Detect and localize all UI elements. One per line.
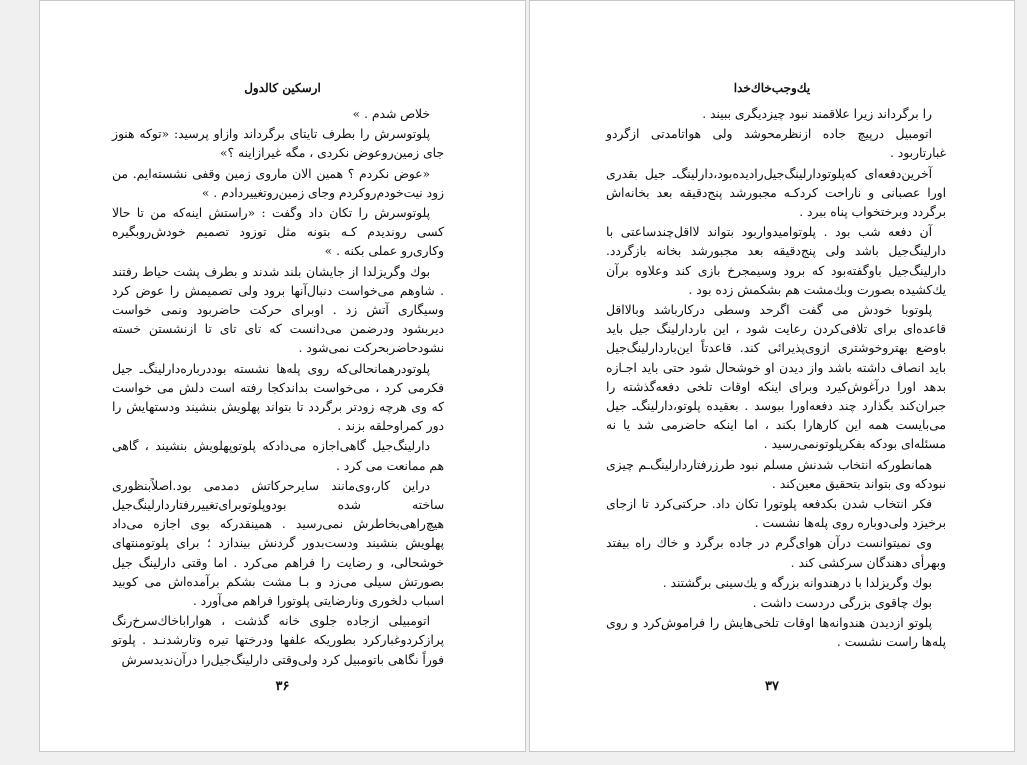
running-head: ارسكين كالدول <box>244 81 321 95</box>
paragraph: «عوض نکردم ؟ همین الان ماروی زمین وقفی نشسته‌ایم. من زود نیت‌خودم‌رو‌کردم وجای زمین‌رو‌تغییر‌دادم . » <box>112 166 444 200</box>
paragraph: آن دفعه شب بود . پلوتوامیدواربود بتواند لااقل‌چندساعتی با دارلینگ‌جیل باشد ولی پنج‌دقیقه بعد مجبورشد بخانه بازگردد. دارلینگ‌جیل باو‌گفته‌بود که برود وسیمجرخ بازی کند وعلاوه برآن یك‌کشیده بصورت وبك‌مشت هم بشکمش زده بود . <box>606 225 946 297</box>
paragraph: بوك وگریزلدا از جایشان بلند شدند و بطرف پشت حیاط رفتند . شاوهم می‌خواست دنبال‌آنها برود ولی تصمیمش را عوض کرد وسیگاری آتش زد . اوبرای حرکت حاضربود ونمی خواست دیربشود ودرضمن می‌دانست که تای تای تا ازنشستن خسته نشود‌حاضر‌بحرکت نمی‌شود . <box>112 264 444 356</box>
left-page <box>39 0 526 752</box>
paragraph: پلوتوسرش را بطرف تایتای برگرداند وازاو پرسید: «توکه هنوز جای زمین‌روعوض نکردی ، مگه غیرازاینه ؟» <box>112 127 444 161</box>
page-number: ۳۶ <box>275 679 290 694</box>
paragraph: اتومبیلی ازجاده جلوی خانه گذشت ، هواراباخاك‌سرخ‌رنگ پرازکردوغبار‌کرد بطوریکه علفها ودرختها تیره وتارشدنـد . پلوتو فوراً نگاهی باتومبیل کرد ولی‌وقتی دارلینگ‌جیل‌را درآن‌ندیدسرش <box>112 614 444 667</box>
paragraph: اتومبیل درپیچ جاده ازنظرمحوشد ولی هواتامدتی ازگردو غبارتاربود . <box>606 127 946 161</box>
paragraph: آخرین‌دفعه‌ای که‌پلوتودارلینگ‌جیل‌رادیده‌بود،دارلینگ‌ـ جیل بقدری اورا عصبانی و ناراحت کردکـه مجبورشد پنج‌دقیقه بعد بخانه‌اش برگردد وبرختخواب پناه ببرد . <box>606 166 946 220</box>
paragraph: دراین کار،وی‌مانند سایرحرکاتش دمدمی بود.اصلاًبنظوری ساخته شده بودو‌پلوتوبرای‌تغییر‌رفتار‌دارلینگ‌جیل هیچ‌راهی‌بخاطرش نمی‌رسید . همینقدرکه بوی اجازه می‌داد پهلویش بنشیند ودست‌بدور گردنش بیندازد ؛ برای پلوتومنتهای خوشحالی، و رضایت را فراهم می‌کرد . اما وقتی دارلینگ جیل بصورتش سیلی می‌زد و بـا مشت بشکم برآمده‌اش می کوبید اسباب دلخوری ونارضایتی پلوتورا فراهم می‌آورد . <box>112 478 444 609</box>
paragraph: را برگرداند زیرا علاقمند نبود چیزدیگری ببیند . <box>702 107 932 121</box>
page-number: ۳۷ <box>765 679 779 694</box>
page-body <box>112 105 444 671</box>
paragraph: پلوتو‌در‌همانحالی‌که روی پله‌ها نشسته بوددرباره‌دارلینگ‌ـ جیل فکرمی کرد ، می‌خواست بداندکجا رفته است دلش می خواست که وی هرچه زودتر برگردد تا بتواند پهلویش بنشیند ودستهایش را دور کمراوحلقه بزند . <box>112 361 444 434</box>
paragraph: فکر انتخاب شدن بکدفعه پلوتورا تکان داد. حرکتی‌کرد تا ازجای برخیزد ولی‌دوباره روی پله‌ها نشست . <box>606 497 946 531</box>
paragraph: پلوتو‌با خودش می گفت اگرحد وسطی درکارباشد وبالااقل قاعده‌ای برای تلافی‌کردن رعایت شود ، این باردارلینگ جیل باید باوضع بهتروخوشتری ازوی‌پذیرائی کند. قاعدتاً این‌باردارلینگ‌جیل باید انصاف داشته باشد واز دیدن او خوشحال شود حتی باید اجـازه بدهد اورا درآغوش‌کیرد وبرای اینکه اوقات تلخی دفعه‌گذشته را جبران‌کند بگذارد چند دفعه‌اورا ببوسد . بعقیده پلوتو،دارلینگ‌ـ جیل می‌بایست همه این کارهارا بکند ، اما اینکه حاضرمی شد یا نه مسئله‌ای بودکه بفکرپلوتونمی‌رسید . <box>606 303 946 452</box>
paragraph: پلوتو ازدیدن هندوانه‌ها اوقات تلخی‌هایش را فراموش‌کرد و روی پله‌ها راست نشست . <box>606 616 946 650</box>
right-page <box>529 0 1015 752</box>
paragraph: بوك وگریزلدا با درهندوانه بزرگه و یك‌سینی برگشتند . <box>662 575 932 590</box>
paragraph: پلوتوسرش را تکان داد وگفت : «راستش اینه‌که من تا حالا کسی روندیدم کـه بتونه مثل توزود تصمیم خودش‌روبگیره وکاری‌رو عملی بکنه . » <box>112 206 444 259</box>
page-body <box>606 105 946 654</box>
paragraph: همانطورکه انتخاب شدنش مسلم نبود طرزرفتاردارلینگ‌ـم چیزی نبودکه وی بتواند بتحقیق معین‌کند . <box>606 457 946 491</box>
paragraph: وی نمیتوانست درآن هوای‌گرم در جاده برگرد و خاك راه بیفتد وبهرأی دهندگان سرکشی کند . <box>606 536 946 570</box>
running-head: یك‌وجب‌خاك‌خدا <box>733 81 811 95</box>
paragraph: خلاص شدم . » <box>352 107 430 121</box>
paragraph: بوك چاقوی بزرگی دردست داشت . <box>752 596 932 611</box>
paragraph: دارلینگ‌جیل گاهی‌اجازه می‌دادکه پلوتوپهلویش بنشیند ، گاهی هم ممانعت می کرد . <box>112 439 444 473</box>
